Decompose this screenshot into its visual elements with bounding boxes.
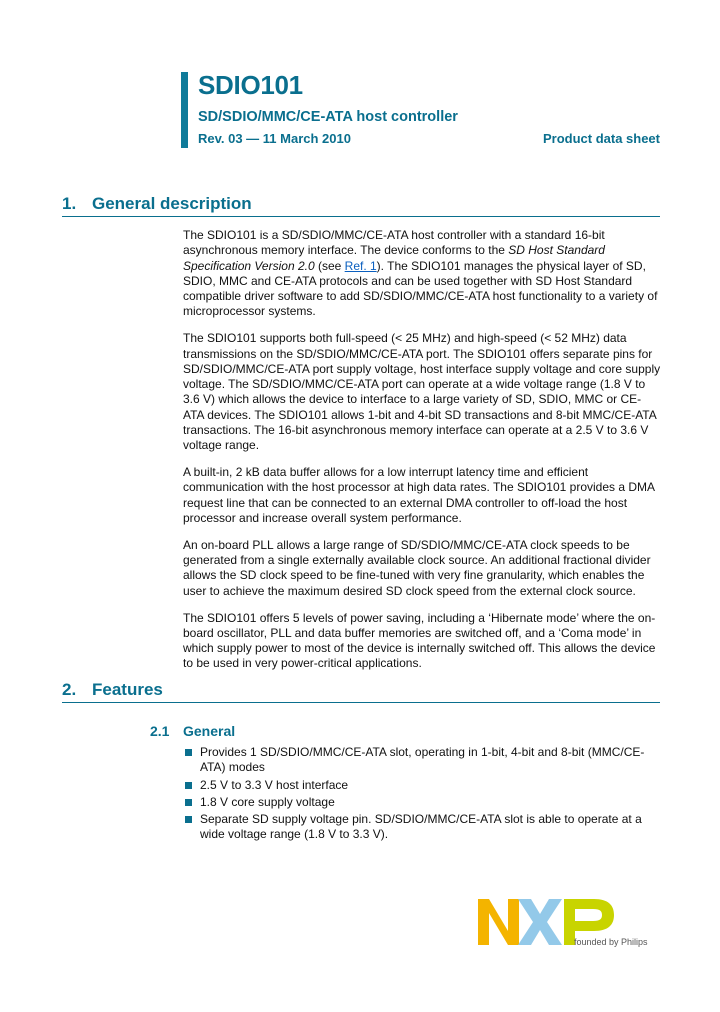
list-item-text: 1.8 V core supply voltage	[200, 794, 335, 809]
document-subtitle: SD/SDIO/MMC/CE-ATA host controller	[198, 109, 458, 125]
subsection-heading-general	[150, 723, 235, 739]
section-number: 2.	[62, 680, 77, 699]
paragraph-text: The SDIO101 is a SD/SDIO/MMC/CE-ATA host controller with a standard 16-bit asynchronous memory interface. The device conforms to the	[183, 228, 605, 258]
spec-reference-italic: SD Host Standard Specification Version 2.0	[183, 243, 605, 273]
list-item	[183, 812, 661, 843]
logo-tagline: founded by Philips	[574, 937, 648, 947]
list-item-text: 2.5 V to 3.3 V host interface	[200, 777, 349, 792]
paragraph-text: (see	[314, 258, 345, 273]
revision-line: Rev. 03 — 11 March 2010	[198, 131, 351, 146]
section-divider	[62, 702, 660, 703]
ref-1-link[interactable]: Ref. 1	[344, 258, 377, 273]
document-title: SDIO101	[198, 70, 303, 100]
square-bullet-icon	[185, 749, 192, 756]
section-heading-features	[62, 680, 163, 700]
subsection-number: 2.1	[150, 723, 170, 739]
list-item	[183, 745, 661, 776]
section-number: 1.	[62, 194, 77, 213]
list-item-text: Separate SD supply voltage pin. SD/SDIO/MMC/CE-ATA slot is able to operate at a wide voltage range (1.8 V to 3.3 V).	[200, 812, 642, 842]
section-title: Features	[92, 680, 163, 699]
paragraph: A built-in, 2 kB data buffer allows for a low interrupt latency time and efficient communication with the host processor at high data rates. The SDIO101 provides a DMA request line that can be connected to an external DMA controller to off-load the host processor and increase overall system performance.	[183, 465, 655, 526]
document-type: Product data sheet	[542, 131, 660, 146]
header-accent-bar	[181, 72, 188, 148]
subsection-title: General	[183, 723, 236, 739]
logo-letter-x	[518, 899, 562, 945]
paragraph	[183, 228, 661, 320]
section-title: General description	[92, 194, 252, 213]
list-item	[183, 778, 661, 793]
list-item-text: Provides 1 SD/SDIO/MMC/CE-ATA slot, operating in 1-bit, 4-bit and 8-bit (MMC/CE-ATA) modes	[200, 745, 645, 775]
square-bullet-icon	[185, 782, 192, 789]
square-bullet-icon	[185, 799, 192, 806]
general-description-body	[183, 228, 661, 683]
square-bullet-icon	[185, 816, 192, 823]
paragraph-text: ). The SDIO101 manages the physical layer of SD, SDIO, MMC and CE-ATA protocols and can be used together with SD Host Standard compatible driver software to add SD/SDIO/MMC/CE-ATA host functionality to a variety of microprocessor systems.	[183, 258, 658, 319]
list-item	[183, 795, 661, 810]
section-divider	[62, 216, 660, 217]
paragraph: The SDIO101 offers 5 levels of power saving, including a ‘Hibernate mode’ where the on-board oscillator, PLL and data buffer memories are switched off, and a ‘Coma mode’ in which supply power to most of the device is internally switched off. This allows the device to be used in very power-critical applications.	[183, 610, 656, 671]
logo-letter-n	[478, 899, 519, 945]
paragraph: An on-board PLL allows a large range of SD/SDIO/MMC/CE-ATA clock speeds to be generated from a single externally available clock source. An additional fractional divider allows the SD clock speed to be fine-tuned with very fine granularity, which enables the user to achieve the maximum desired SD clock speed from the external clock source.	[183, 537, 651, 598]
paragraph: The SDIO101 supports both full-speed (< 25 MHz) and high-speed (< 52 MHz) data transmissions on the SD/SDIO/MMC/CE-ATA port. The SDIO101 offers separate pins for SD/SDIO/MMC/CE-ATA port supply voltage, host interface supply voltage and core supply voltage. The SD/SDIO/MMC/CE-ATA port can operate at a wide voltage range (1.8 V to 3.6 V) which allows the device to interface to a large variety of SD, SDIO, MMC or CE-ATA devices. The SDIO101 allows 1-bit and 4-bit SD transactions and 8-bit MMC/CE-ATA transactions. The 16-bit asynchronous memory interface can operate at a 2.5 V to 3.6 V voltage range.	[183, 331, 661, 453]
features-list	[183, 745, 661, 845]
section-heading-general-description	[62, 194, 252, 214]
